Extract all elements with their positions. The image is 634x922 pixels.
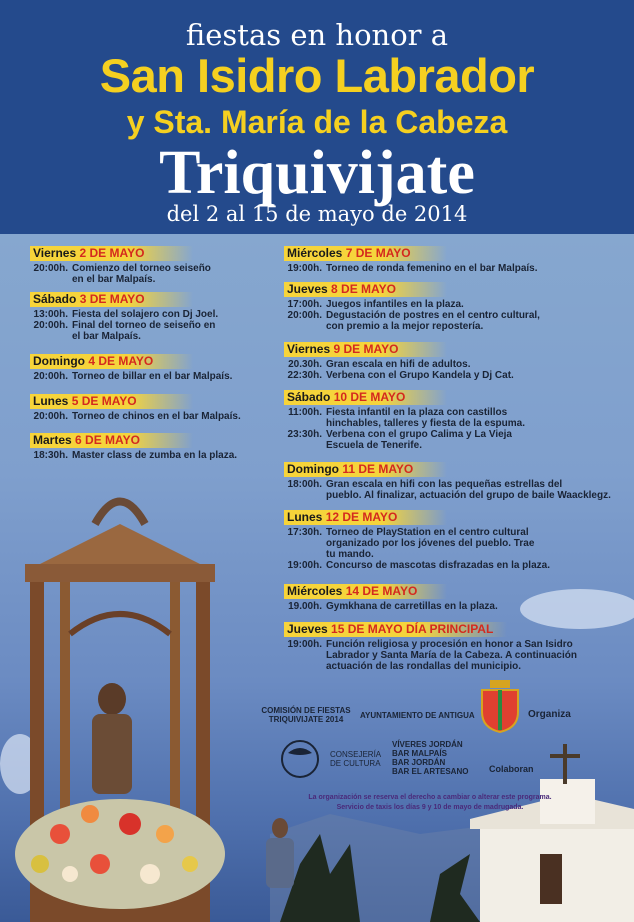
sponsor-item: BAR MALPAÍS [392,749,447,758]
event-line: 17:30h. Torneo de PlayStation en el centro cultural [287,527,529,538]
disclaimer [230,793,630,813]
event-line: 11:00h. Fiesta infantil en la plaza con castillos [288,407,508,418]
header-saint-name: San Isidro Labrador [99,49,535,102]
poster-header [0,0,634,234]
day-header: Viernes 2 DE MAYO [30,246,193,261]
organiza-label: Organiza [528,709,571,720]
disclaimer-line: Servicio de taxis los días 9 y 10 de mayo de madrugada. [336,804,524,811]
event-line: 20:00h. Torneo de chinos en el bar Malpaís. [33,411,241,422]
day-header: Domingo 11 DE MAYO [284,462,447,477]
event-line: 20:00h. Degustación de postres en el centro cultural, [287,310,540,321]
header-dates: del 2 al 15 de mayo de 2014 [166,202,468,226]
event-line: 20:00h. Torneo de billar en el bar Malpaís. [33,371,233,382]
event-block [284,622,577,672]
day-header: Jueves 8 DE MAYO [284,282,447,297]
day-header: Lunes 5 DE MAYO [30,394,193,409]
event-line: 20:00h. Final del torneo de seiseño en [33,320,216,331]
disclaimer-line: La organización se reserva el derecho a cambiar o alterar este programa. [308,794,552,801]
day-header: Sábado 3 DE MAYO [30,292,193,307]
event-line: en el bar Malpaís. [72,274,156,285]
coat-of-arms-icon [478,680,522,734]
header-line-1: fiestas en honor a [185,18,449,52]
event-block [30,246,211,285]
day-header: Lunes 12 DE MAYO [284,510,447,525]
day-header: Domingo 4 DE MAYO [30,354,193,369]
chapel-cross-bar [550,754,580,758]
event-line: con premio a la mejor repostería. [326,321,484,332]
day-header: Martes 6 DE MAYO [30,433,193,448]
day-header: Miércoles 7 DE MAYO [284,246,447,261]
event-line: 20.30h. Gran escala en hifi de adultos. [288,359,471,370]
chapel-door [540,854,562,904]
consejeria-label: CONSEJERÍA DE CULTURA [330,750,382,768]
flower-arrangement [15,799,225,909]
event-line: 19:00h. Torneo de ronda femenino en el bar Malpaís. [287,263,538,274]
event-line: 19.00h. Gymkhana de carretillas en la plaza. [288,601,498,612]
event-line: 17:00h. Juegos infantiles en la plaza. [287,299,464,310]
event-line: 19:00h. Función religiosa y procesión en honor a San Isidro [287,639,573,650]
header-saint-name-2: y Sta. María de la Cabeza [126,104,508,140]
event-block [284,342,514,381]
day-header: Miércoles 14 DE MAYO [284,584,447,599]
poster-body [0,234,634,922]
event-line: hinchables, talleres y fiesta de la espuma. [326,418,525,429]
event-block [284,390,525,451]
event-line: actuación de las rondallas del municipio. [326,661,522,672]
day-header: Viernes 9 DE MAYO [284,342,447,357]
header-town: Triquivijate [159,139,475,207]
event-line: 20:00h. Comienzo del torneo seiseño [33,263,211,274]
event-block [30,354,232,382]
event-block [284,462,611,501]
event-block [284,282,540,332]
day-header: Jueves 15 DE MAYO DÍA PRINCIPAL [284,622,507,637]
event-line: Labrador y Santa María de la Cabeza. A continuación [326,650,577,661]
event-line: 13:00h. Fiesta del solajero con Dj Joel. [33,309,219,320]
sponsor-item: BAR EL ARTESANO [392,767,469,776]
event-block [30,394,241,422]
event-block [284,246,538,274]
colaboran-label: Colaboran [489,764,534,774]
comision-label: COMISIÓN DE FIESTAS TRIQUIVIJATE 2014 [261,706,351,724]
event-line: tu mando. [326,549,374,560]
chapel-cross [563,744,567,784]
ayuntamiento-label: AYUNTAMIENTO DE ANTIGUA [360,711,475,720]
sponsor-item: VÍVERES JORDÁN [392,740,463,749]
event-line: organizado por los jóvenes del pueblo. Trae [326,538,535,549]
event-line: 18:30h. Master class de zumba en la plaza. [33,450,238,461]
event-block [30,292,218,342]
day-header: Sábado 10 DE MAYO [284,390,447,405]
consejeria-logo-icon [280,739,320,779]
event-line: 18:00h. Gran escala en hifi con las pequeñas estrellas del [287,479,563,490]
event-block [30,433,237,461]
event-block [284,584,498,612]
sponsor-item: BAR JORDÁN [392,758,446,767]
event-line: el bar Malpaís. [72,331,141,342]
event-line: 23:30h. Verbena con el grupo Calima y La Vieja [287,429,512,440]
sponsor-list [392,740,468,776]
event-line: 22:30h. Verbena con el Grupo Kandela y Dj Cat. [287,370,514,381]
event-block [284,510,550,571]
event-line: 19:00h. Concurso de mascotas disfrazadas en la plaza. [287,560,550,571]
event-line: pueblo. Al finalizar, actuación del grupo de baile Waacklegz. [326,490,611,501]
event-line: Escuela de Tenerife. [326,440,422,451]
